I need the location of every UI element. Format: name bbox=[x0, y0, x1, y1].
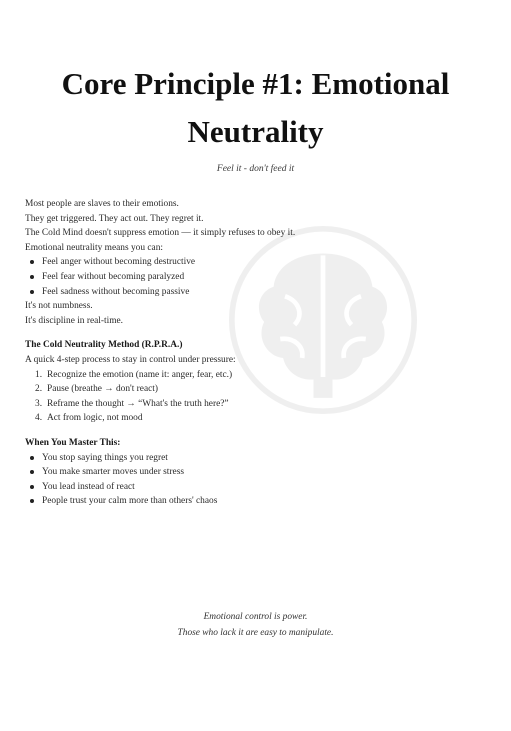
list-item: Feel anger without becoming destructive bbox=[42, 255, 405, 270]
list-item bbox=[35, 368, 405, 383]
step-text: Reframe the thought → “What's the truth here?” bbox=[47, 398, 229, 409]
method-steps-list bbox=[25, 368, 405, 426]
intro-line: Emotional neutrality means you can: bbox=[25, 242, 163, 253]
footer-quote bbox=[0, 609, 511, 641]
list-item: You lead instead of react bbox=[42, 480, 405, 495]
intro-line: Most people are slaves to their emotions. bbox=[25, 199, 179, 209]
closing-line: It's not numbness. bbox=[25, 301, 93, 312]
title-line-1: Core Principle #1: Emotional bbox=[61, 66, 450, 101]
list-item: You make smarter moves under stress bbox=[42, 465, 405, 480]
list-item bbox=[35, 382, 405, 397]
spacer bbox=[25, 426, 405, 436]
step-text: Recognize the emotion (name it: anger, fear, etc.) bbox=[47, 369, 233, 380]
page-subtitle: Feel it - don't feed it bbox=[216, 164, 295, 174]
intro-line: They get triggered. They act out. They regret it. bbox=[25, 213, 204, 224]
list-item bbox=[35, 411, 405, 426]
step-text: Pause (breathe → don't react) bbox=[47, 384, 159, 395]
method-heading: The Cold Neutrality Method (R.P.R.A.) bbox=[25, 340, 183, 351]
list-item: Feel sadness without becoming passive bbox=[42, 285, 405, 300]
step-number: 4. bbox=[35, 413, 43, 424]
page-title bbox=[30, 60, 481, 156]
closing-line: It's discipline in real-time. bbox=[25, 315, 124, 326]
list-item: People trust your calm more than others' chaos bbox=[42, 494, 405, 509]
title-line-2: Neutrality bbox=[187, 114, 324, 149]
footer-line-1: Emotional control is power. bbox=[203, 612, 308, 622]
neutrality-bullet-list bbox=[25, 255, 405, 299]
list-item bbox=[35, 397, 405, 412]
method-lead: A quick 4-step process to stay in control under pressure: bbox=[25, 354, 236, 365]
mastery-bullet-list bbox=[25, 451, 405, 509]
list-item: You stop saying things you regret bbox=[42, 451, 405, 466]
list-item: Feel fear without becoming paralyzed bbox=[42, 270, 405, 285]
footer-line-2: Those who lack it are easy to manipulate. bbox=[177, 628, 334, 638]
mastery-heading: When You Master This: bbox=[25, 437, 121, 448]
document-body bbox=[25, 197, 405, 509]
step-number: 3. bbox=[35, 398, 43, 409]
spacer bbox=[25, 328, 405, 338]
step-number: 1. bbox=[35, 369, 43, 380]
step-number: 2. bbox=[35, 384, 43, 395]
step-text: Act from logic, not mood bbox=[47, 413, 143, 424]
intro-line: The Cold Mind doesn't suppress emotion — it simply refuses to obey it. bbox=[25, 228, 296, 239]
